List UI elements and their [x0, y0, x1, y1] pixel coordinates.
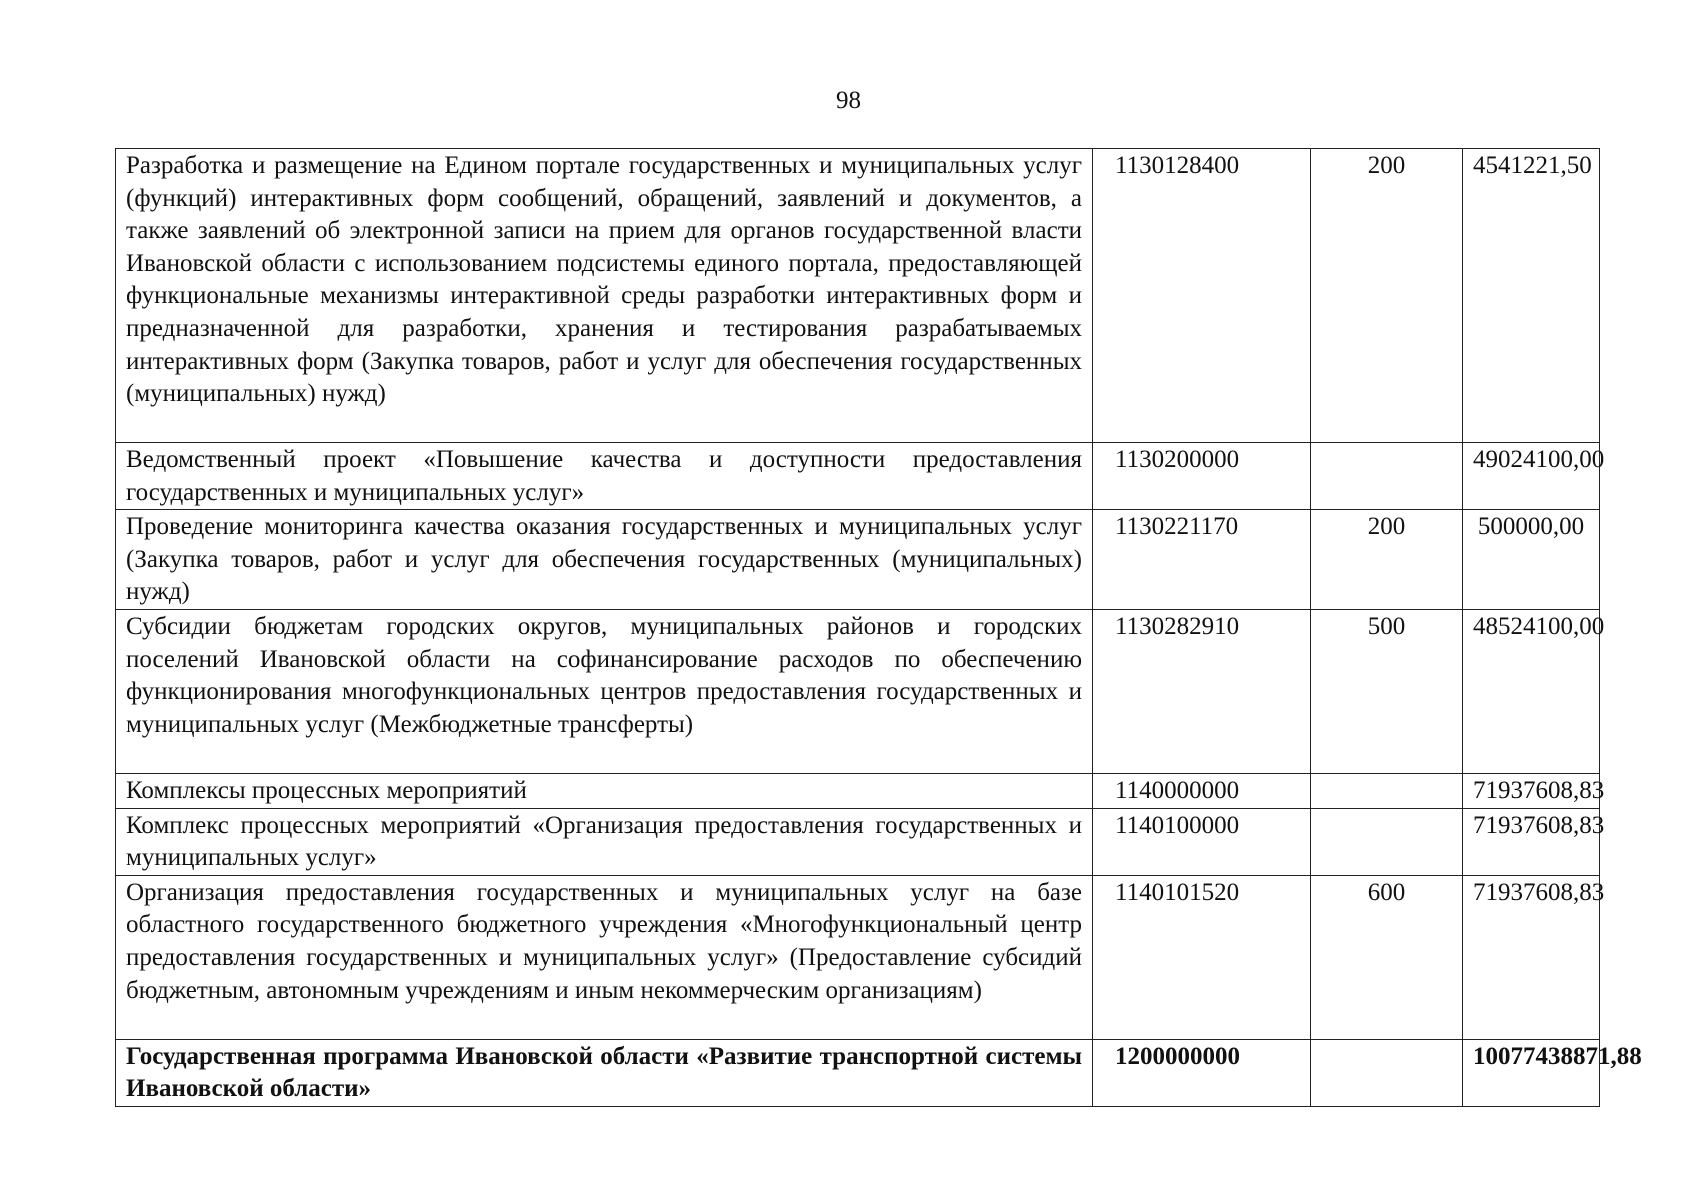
row-code-cell: 1130282910 [1093, 609, 1311, 773]
row-type-cell: 500 [1311, 609, 1463, 773]
row-amount-cell: 71937608,83 [1463, 773, 1600, 808]
row-type-cell: 600 [1311, 875, 1463, 1039]
row-type-cell [1311, 443, 1463, 510]
table-row [116, 808, 1600, 875]
row-amount-cell: 48524100,00 [1463, 609, 1600, 773]
table-row [116, 510, 1600, 610]
page-number: 98 [836, 87, 861, 114]
row-name-cell: Проведение мониторинга качества оказания государственных и муниципальных услуг (Закупка товаров, работ и услуг для обеспечения государственных (муниципальных) нужд) [116, 510, 1093, 610]
row-amount-cell: 71937608,83 [1463, 808, 1600, 875]
row-type-cell: 200 [1311, 510, 1463, 610]
table-row [116, 443, 1600, 510]
row-code-cell: 1130221170 [1093, 510, 1311, 610]
budget-table [115, 148, 1642, 1107]
row-name-cell: Комплекс процессных мероприятий «Организация предоставления государственных и муниципальных услуг» [116, 808, 1093, 875]
row-amount-cell: 500000,00 [1463, 510, 1600, 610]
row-name-cell: Субсидии бюджетам городских округов, муниципальных районов и городских поселений Ивановской области на софинансирование расходов по обеспечению функционирования многофункциональных центров предоставления государственных и муниципальных услуг (Межбюджетные трансферты) [116, 609, 1093, 773]
row-amount-cell: 71937608,83 [1463, 875, 1600, 1039]
row-code-cell: 1130200000 [1093, 443, 1311, 510]
row-type-cell [1311, 773, 1463, 808]
row-amount-cell: 49024100,00 [1463, 443, 1600, 510]
row-name-cell: Комплексы процессных мероприятий [116, 773, 1093, 808]
row-type-cell [1311, 1039, 1463, 1106]
table-row [116, 609, 1600, 773]
row-name-cell: Ведомственный проект «Повышение качества и доступности предоставления государственных и муниципальных услуг» [116, 443, 1093, 510]
row-name-cell: Разработка и размещение на Едином портале государственных и муниципальных услуг (функций) интерактивных форм сообщений, обращений, заявлений и документов, а также заявлений об электронной записи на прием для органов государственной власти Ивановской области с использованием подсистемы единого портала, предоставляющей функциональные механизмы интерактивной среды разработки интерактивных форм и предназначенной для разработки, хранения и тестирования разрабатываемых интерактивных форм (Закупка товаров, работ и услуг для обеспечения государственных (муниципальных) нужд) [116, 149, 1093, 443]
row-name-cell: Организация предоставления государственных и муниципальных услуг на базе областного государственного бюджетного учреждения «Многофункциональный центр предоставления государственных и муниципальных услуг» (Предоставление субсидий бюджетным, автономным учреждениям и иным некоммерческим организациям) [116, 875, 1093, 1039]
row-amount-cell: 10077438871,88 [1463, 1039, 1600, 1106]
table-row [116, 149, 1600, 443]
row-code-cell: 1140000000 [1093, 773, 1311, 808]
table-row [116, 1039, 1600, 1106]
table-row [116, 773, 1600, 808]
row-type-cell [1311, 808, 1463, 875]
row-code-cell: 1140101520 [1093, 875, 1311, 1039]
row-code-cell: 1200000000 [1093, 1039, 1311, 1106]
table-row [116, 875, 1600, 1039]
row-code-cell: 1140100000 [1093, 808, 1311, 875]
row-code-cell: 1130128400 [1093, 149, 1311, 443]
row-type-cell: 200 [1311, 149, 1463, 443]
row-name-cell: Государственная программа Ивановской области «Развитие транспортной системы Ивановской области» [116, 1039, 1093, 1106]
row-amount-cell: 4541221,50 [1463, 149, 1600, 443]
